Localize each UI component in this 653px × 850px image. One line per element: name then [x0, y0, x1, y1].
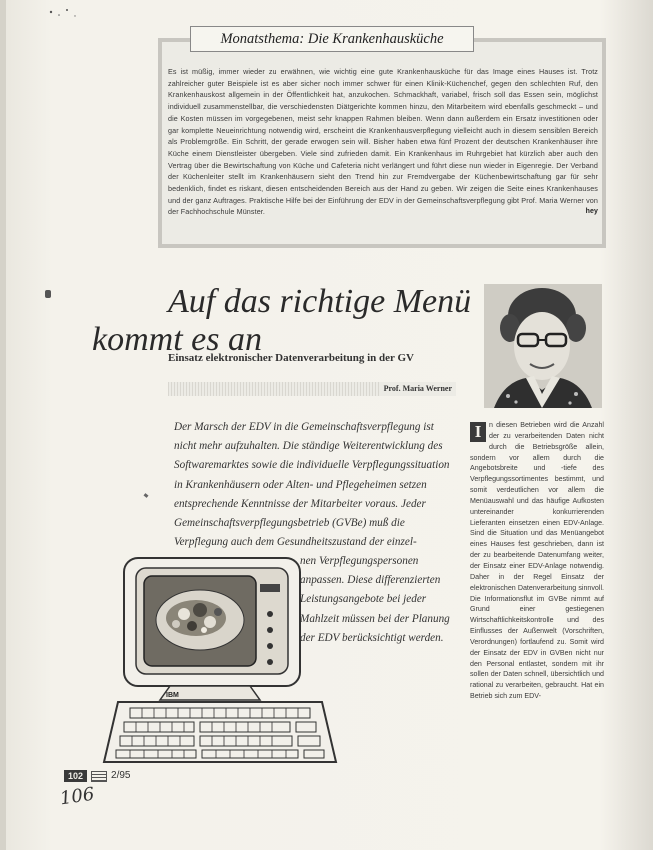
author-portrait-photo [484, 284, 602, 408]
topic-box-text [168, 66, 598, 218]
page-binding-edge [0, 0, 6, 850]
computer-illustration [100, 554, 340, 776]
topic-box-title: Monatsthema: Die Krankenhausküche [190, 26, 474, 52]
issue-number: 2/95 [111, 770, 131, 781]
handwritten-page-note: 106 [58, 783, 96, 810]
punch-hole-mark [45, 290, 51, 298]
byline-bar [168, 382, 456, 396]
magazine-logo-icon [91, 771, 107, 782]
drop-cap: I [470, 422, 486, 442]
page-number: 102 [64, 770, 87, 782]
scan-specks [45, 6, 85, 20]
article-body-text: n diesen Betrieben wird die Anzahl der zu verarbeitenden Daten nicht durch die Betriebsgröße allein, sondern vor allem durch die Angebotsbreite und -tiefe des Verpflegungssortimentes bestimmt, und somit verdeutlichen vor allem die Menüauswahl und das häufige Aufkosten untereinander konkurrierenden Lieferanten einsetzen einen EDV-Anlage. Sind die Situation und das Menüangebot eines Hauses fest geschrieben, dann ist der zu bearbeitende Datenumfang weiter, der Einsatz einer EDV-Anlage notwendig. Daher in der Regel Einsatz der elektronischen Datenverarbeitung sinnvoll. Die Informationsflut im GVBe nimmt auf Grund einer gestiegenen Wirtschaftlichkeitskontrolle und des Einflusses der Außenwelt (Vorschriften, Verordnungen) fortlaufend zu. Somit wird der Einsatz der EDV in GVBen nicht nur den Personal entlastet, sondern mit ihr sollen der Daten schnell, übersichtlich und rational zu verarbeiten, gebraucht. Hat ein Betrieb sich zum EDV- [470, 421, 604, 701]
article-body-column [470, 420, 604, 702]
article-lead-paragraph: Der Marsch der EDV in die Gemeinschaftsverpflegung ist nicht mehr aufzuhalten. Die ständige Weiterentwicklung des Softwaremarktes sowie die individuelle Verpflegungssituation in Krankenhäusern oder Alten- und Pflegeheimen setzen entsprechende Kenntnisse der Mitarbeiter voraus. Jeder Gemeinschaftsverpflegungsbetrieb (GVBe) muß die Verpflegung auch dem Gesundheitszustand der einzel- [174, 421, 450, 549]
article-headline [92, 283, 482, 359]
article-lead-continuation: nen Verpflegungspersonen anpassen. Diese differenzierten Leistungsangebote bei jeder Mahlzeit müssen bei der Planung der EDV berücksichtigt werden. [300, 555, 450, 644]
page-folio [64, 770, 131, 782]
headline-line-1: Auf das richtige Menü [168, 283, 472, 320]
svg-text:IBM: IBM [166, 692, 179, 699]
article-byline: Prof. Maria Werner [380, 382, 456, 396]
headline-line-2: kommt es an [92, 321, 262, 358]
topic-box-body: Es ist müßig, immer wieder zu erwähnen, wie wichtig eine gute Krankenhausküche für das Image eines Hauses ist. Trotz zahlreicher guter Beispiele ist es aber sicher noch immer schwer für einen Klinik-Küchenchef, gegen den schlechten Ruf, den Krankenhauskost allgemein in der Öffentlichkeit hat, anzukochen. Schmackhaft, variabel, frisch soll das Essen sein, möglichst individuell zusammenstellbar, die verschiedensten Diätgerichte kommen hinzu, den Mitarbeitern wird ebenfalls geschmeckt – und die Kosten müssen im vorgegebenen, meist sehr knappen Rahmen bleiben. Wenn dann außerdem ein Ersatz investitionen oder gar komplette Neueinrichtung notwendig wird, erscheint die Krankenhausverpflegung vielleicht auch in diesem sensiblen Bereich als Problemgröße. Ein Schritt, der gerade erwogen sein will. Bisher haben etwa fünf Prozent der deutschen Krankenhäuser ihre Küche einem Dienstleister übergeben. Viele sind zufrieden damit. Ein Krankenhaus im Ruhrgebiet hat kürzlich aber auch den Vertrag über die Bewirtschaftung von Küche und Cafeteria nicht verlängert und führt diese nun wieder in Eigenregie. Der Verband der Küchenleiter stellt im Krankenhäusern sieht den Trend hin zur Fremdvergabe der Küchenbewirtschaftung gar für sehr bedenklich, findet es riskant, diesen entscheidenden Bereich aus der Hand zu geben. Wir zeigen die Seite eines Krankenhauses und der ganz Auftrages. Praktische Hilfe bei der Einführung der EDV in der Gemeinschaftsverpflegung gibt Prof. Maria Werner von der Fachhochschule Münster. [168, 67, 598, 217]
topic-box-signature: hey [585, 208, 598, 216]
article-subtitle: Einsatz elektronischer Datenverarbeitung in der GV [168, 352, 414, 364]
